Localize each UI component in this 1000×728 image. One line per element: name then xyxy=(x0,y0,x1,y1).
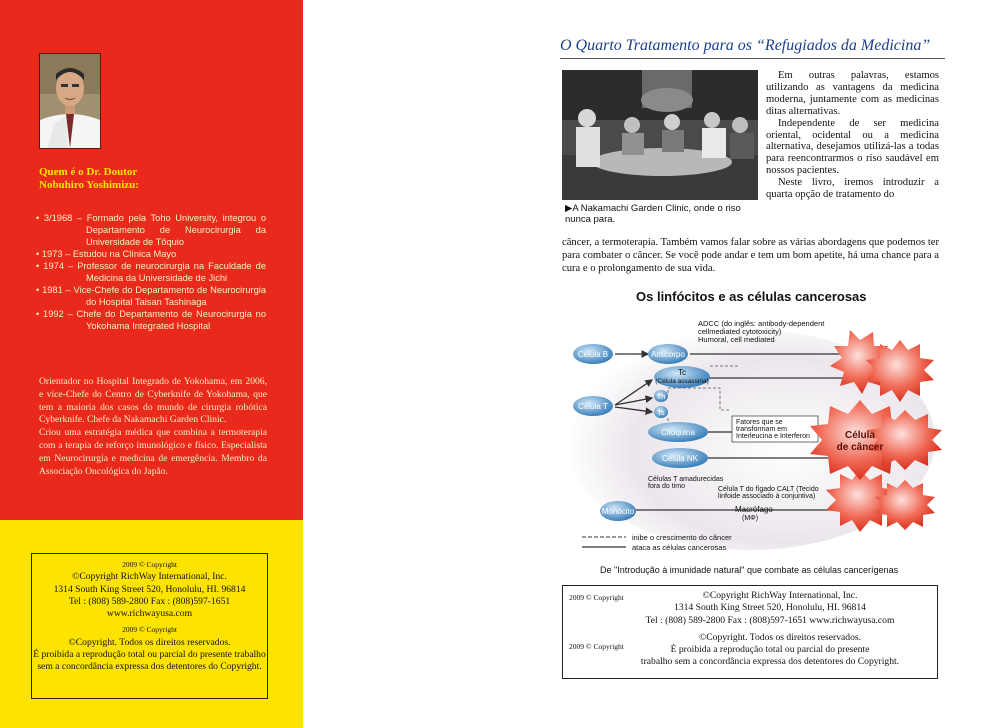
copyright-year: 2009 © Copyright xyxy=(122,560,177,569)
doctor-bio xyxy=(39,376,267,478)
timeline-item: • 3/1968 – Formado pela Toho University, integrou o Departamento de Neurocirurgia da Universidade de Tôquio xyxy=(36,213,266,247)
copyright-address: 1314 South King Street 520, Honolulu, HI. 96814 xyxy=(53,583,246,595)
diagram-caption: De "Introdução à imunidade natural" que combate as células cancerígenas xyxy=(600,565,899,575)
body-paragraph-wide: câncer, a termoterapia. Também vamos falar sobre as várias abordagens que podemos ter para combater o câncer. Se você pode andar e tem um bom apetite, há uma chance para a cura e o prolongamento de sua vida. xyxy=(562,237,939,274)
page-title: O Quarto Tratamento para os “Refugiados da Medicina” xyxy=(560,37,931,54)
timeline-item: • 1974 – Professor de neurocirurgia na Faculdade de Medicina da Universidade de Jichi xyxy=(36,261,266,283)
adcc-label-2: cellmediated cytotoxicity) xyxy=(698,327,782,336)
caption-arrow-icon: ▶ xyxy=(565,203,573,214)
copyright-notice-2: trabalho sem a concordância expressa dos detentores do Copyright. xyxy=(640,656,900,668)
lymphocyte-diagram xyxy=(560,310,950,560)
bio-paragraph-1: Orientador no Hospital Integrado de Yokohama, em 2006, e vice-Chefe do Centro de Cyberknife de Yokohama, que tem a maioria dos casos do mundo de cirurgia robótica Cyberknife. Chefe da Nakamachi Garden Clinic. xyxy=(39,376,267,426)
tc-sub-label: (Célula assassina) xyxy=(655,378,709,385)
factors-label-1: Fatores que se xyxy=(736,419,783,426)
diagram-title: Os linfócitos e as células cancerosas xyxy=(636,289,867,304)
body-paragraph-3: Neste livro, iremos introduzir a quarta opção de tratamento do xyxy=(766,177,939,201)
monocyte-label: Monócito xyxy=(601,507,635,516)
cell-t-label: Célula T xyxy=(578,402,608,411)
factors-label-2: transformam em xyxy=(736,426,787,433)
macrophage-label-1: Macrófago xyxy=(735,505,773,514)
nk-cell-label: Célula NK xyxy=(661,454,699,463)
photo-caption xyxy=(565,203,760,225)
legend-inhibit-label: inibe o crescimento do câncer xyxy=(632,533,732,542)
copyright-year-label-2: 2009 © Copyright xyxy=(569,642,624,651)
cancer-cell-label-1: Célula xyxy=(844,430,876,441)
copyright-notice-1: É proibida a reprodução total ou parcial do presente xyxy=(670,644,870,656)
copyright-year-2: 2009 © Copyright xyxy=(122,625,177,635)
calt-label-2: linfoide associado à conjuntiva) xyxy=(718,493,816,500)
doctor-portrait-photo xyxy=(39,53,101,149)
cancer-cell-label-2: de câncer xyxy=(836,442,884,453)
copyright-contact: Tel : (808) 589-2800 Fax : (808)597-1651 www.richwayusa.com xyxy=(645,614,895,626)
factors-label-3: Interleucina e Interferon xyxy=(736,433,810,440)
right-copyright-box xyxy=(562,585,938,679)
mature-t-label-1: Células T amadurecidas xyxy=(648,476,724,483)
cell-b-label: Célula B xyxy=(577,350,609,359)
body-paragraph-1: Em outras palavras, estamos utilizando as vantagens da medicina moderna, juntamente com as medicinas ditas alternativas. xyxy=(766,70,939,117)
left-copyright-box xyxy=(31,553,268,699)
caption-text: A Nakamachi Garden Clinic, onde o riso nunca para. xyxy=(565,203,741,225)
career-timeline xyxy=(36,212,266,332)
calt-label-1: Célula T do fígado CALT (Tecido xyxy=(718,486,819,493)
heading-line-2: Nobuhiro Yoshimizu: xyxy=(39,179,139,191)
doctor-heading xyxy=(39,166,269,192)
copyright-rights: ©Copyright. Todos os direitos reservados. xyxy=(68,636,231,648)
copyright-address: 1314 South King Street 520, Honolulu, HI. 96814 xyxy=(674,602,866,614)
copyright-company: ©Copyright RichWay International, Inc. xyxy=(72,571,227,583)
heading-line-1: Quem é o Dr. Doutor xyxy=(39,166,138,178)
copyright-phone: Tel : (808) 589-2800 Fax : (808)597-1651 xyxy=(68,595,231,607)
adcc-label-1: ADCC (do inglês: antibody-dependent xyxy=(698,319,825,328)
copyright-notice: É proibida a reprodução total ou parcial do presente trabalho sem a concordância expressa dos detentores do Copyright. xyxy=(33,649,266,673)
timeline-item: • 1992 – Chefe do Departamento de Neurocirurgia no Yokohama Integrated Hospital xyxy=(36,309,266,331)
timeline-item: • 1981 – Vice-Chefe do Departamento de Neurocirurgia do Hospital Taisan Tashinaga xyxy=(36,285,266,307)
ts-label: Ts xyxy=(657,408,665,417)
cytokine-label: Citoquina xyxy=(661,428,695,437)
mature-t-label-2: fora do timo xyxy=(648,483,685,490)
body-text-column xyxy=(766,70,939,201)
bio-paragraph-2: Criou uma estratégia médica que combina a termoterapia com a terapia de reforço imunológico e físico. Especialista em Neurocirurgia e medicina de emergência. Membro da Associação Oncológica do Japão. xyxy=(39,427,267,477)
th-label: Th xyxy=(656,392,666,401)
clinic-photo xyxy=(562,70,758,200)
tc-label: Tc xyxy=(678,368,686,377)
humoral-label: Humoral, cell mediated xyxy=(698,335,775,344)
macrophage-label-2: (MΦ) xyxy=(742,515,759,522)
body-paragraph-2: Independente de ser medicina oriental, ocidental ou a medicina alternativa, desejamos utilizá-las a todas para reencontrarmos o riso saudável em nossos pacientes. xyxy=(766,117,939,177)
copyright-rights: ©Copyright. Todos os direitos reservados. xyxy=(698,631,862,643)
antibody-label: Anticorpo xyxy=(651,350,685,359)
copyright-website: www.richwayusa.com xyxy=(106,608,193,620)
copyright-year-label: 2009 © Copyright xyxy=(569,593,624,602)
legend-attack-label: ataca as células cancerosas xyxy=(632,543,727,552)
timeline-item: • 1973 – Estudou na Clínica Mayo xyxy=(36,249,177,259)
title-divider xyxy=(560,58,945,59)
copyright-company: ©Copyright RichWay International, Inc. xyxy=(702,590,858,601)
